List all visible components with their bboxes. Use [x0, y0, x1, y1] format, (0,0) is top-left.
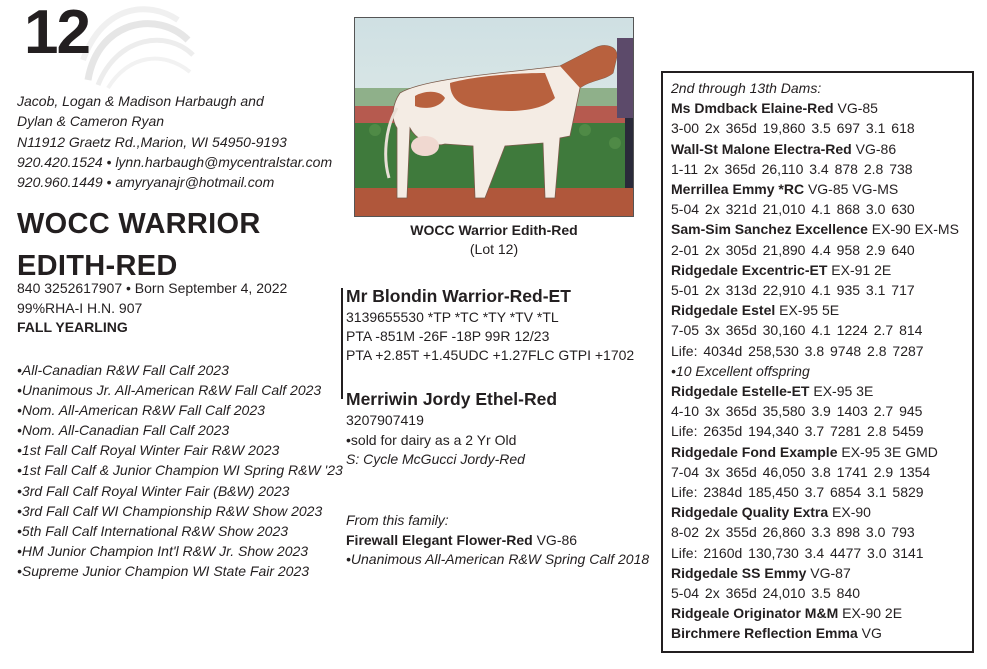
decorative-swirl	[78, 0, 198, 90]
production-record: Life: 2384d 185,450 3.7 6854 3.1 5829	[671, 484, 924, 501]
owner-contact: 920.420.1524 • lynn.harbaugh@mycentralstar.com	[17, 153, 333, 170]
dam-name: Merriwin Jordy Ethel-Red	[346, 389, 558, 409]
production-record: Life: 2160d 130,730 3.4 4477 3.0 3141	[671, 544, 924, 561]
award-item: •1st Fall Calf Royal Winter Fair R&W 2023	[17, 442, 280, 459]
production-record: 3-00 2x 365d 19,860 3.5 697 3.1 618	[671, 120, 915, 137]
cow-identification	[17, 279, 287, 338]
cow-photo-illustration	[355, 18, 634, 217]
awards-list	[17, 360, 343, 581]
family-cow	[346, 531, 649, 551]
ancestor-classification: EX-90 2E	[838, 605, 903, 622]
cow-name-line: WOCC WARRIOR	[17, 208, 261, 240]
dams-header: 2nd through 13th Dams:	[671, 80, 822, 96]
sire-info	[346, 285, 634, 365]
ancestor-name: Ridgeale Originator M&M	[671, 605, 839, 622]
cow-name-line: EDITH-RED	[17, 250, 178, 282]
family-label: From this family:	[346, 512, 449, 528]
photo-caption-lot: (Lot 12)	[469, 241, 519, 257]
production-record: Life: 4034d 258,530 3.8 9748 2.8 7287	[671, 342, 924, 359]
ancestor-name: Ms Dmdback Elaine-Red	[671, 100, 834, 117]
sire-line: PTA +2.85T +1.45UDC +1.27FLC GTPI +1702	[346, 347, 635, 363]
ancestor-classification: EX-91 2E	[827, 261, 892, 278]
owner-contact: 920.960.1449 • amyryanajr@hotmail.com	[17, 174, 275, 191]
production-record: 7-05 3x 365d 30,160 4.1 1224 2.7 814	[671, 322, 923, 339]
award-item: •All-Canadian R&W Fall Calf 2023	[17, 362, 229, 378]
ancestor-name: Birchmere Reflection Emma	[671, 625, 858, 642]
production-record: 8-02 2x 355d 26,860 3.3 898 3.0 793	[671, 524, 915, 541]
production-record: 5-04 2x 321d 21,010 4.1 868 3.0 630	[671, 201, 915, 218]
ancestor-classification: VG-85 VG-MS	[804, 181, 899, 198]
ancestor-name: Ridgedale Estel	[671, 302, 776, 319]
production-record: 4-10 3x 365d 35,580 3.9 1403 2.7 945	[671, 403, 923, 420]
dam-ancestor	[671, 502, 959, 522]
dam-registration: 3207907419	[346, 412, 424, 428]
family-cow-name: Firewall Elegant Flower-Red	[346, 531, 533, 548]
award-item: •Nom. All-American R&W Fall Calf 2023	[17, 402, 265, 419]
family-cow-class: VG-86	[532, 531, 578, 548]
production-record: 7-04 3x 365d 46,050 3.8 1741 2.9 1354	[671, 463, 931, 480]
award-item: •3rd Fall Calf WI Championship R&W Show 2023	[17, 502, 323, 519]
dam-ancestor	[671, 219, 959, 239]
rha-line: 99%RHA-I H.N. 907	[17, 299, 143, 316]
dam-ancestor	[671, 442, 959, 462]
owner-line: Dylan & Cameron Ryan	[17, 113, 165, 130]
ancestor-classification: EX-95 3E GMD	[837, 443, 938, 460]
ancestor-classification: VG	[857, 625, 882, 642]
production-record: 5-04 2x 365d 24,010 3.5 840	[671, 585, 861, 602]
dam-ancestor	[671, 179, 959, 199]
production-record: Life: 2635d 194,340 3.7 7281 2.8 5459	[671, 423, 924, 440]
ancestor-classification: VG-87	[806, 564, 851, 581]
dam-info	[346, 388, 557, 470]
award-item: •Supreme Junior Champion WI State Fair 2023	[17, 562, 310, 579]
sire-line: 3139655530 *TP *TC *TY *TV *TL	[346, 309, 559, 325]
dams-list	[671, 78, 959, 644]
ancestor-classification: EX-90	[828, 504, 871, 521]
ancestor-name: Ridgedale Excentric-ET	[671, 261, 828, 278]
dam-ancestor	[671, 260, 959, 280]
ancestor-name: Sam-Sim Sanchez Excellence	[671, 221, 868, 238]
family-section	[346, 511, 649, 570]
dam-ancestor	[671, 139, 959, 159]
registration-line: 840 3252617907 • Born September 4, 2022	[17, 280, 288, 296]
dam-sire: S: Cycle McGucci Jordy-Red	[346, 451, 525, 467]
award-item: •5th Fall Calf International R&W Show 2023	[17, 522, 289, 539]
dam-ancestor	[671, 603, 959, 623]
sire-name: Mr Blondin Warrior-Red-ET	[346, 286, 571, 306]
production-record: 1-11 2x 365d 26,110 3.4 878 2.8 738	[671, 160, 913, 177]
pedigree-bracket	[341, 288, 343, 399]
owner-line: Jacob, Logan & Madison Harbaugh and	[17, 93, 264, 109]
ancestor-classification: EX-95 3E	[809, 383, 874, 400]
ancestor-classification: EX-95 5E	[775, 302, 840, 319]
ancestor-name: Ridgedale SS Emmy	[671, 564, 807, 581]
photo-caption-title: WOCC Warrior Edith-Red	[410, 222, 578, 238]
cow-name	[17, 203, 261, 287]
family-note: •Unanimous All-American R&W Spring Calf 2018	[346, 551, 650, 567]
ancestor-classification: VG-86	[851, 140, 897, 157]
dam-ancestor	[671, 563, 959, 583]
cow-photo	[354, 17, 634, 217]
production-record: 5-01 2x 313d 22,910 4.1 935 3.1 717	[671, 282, 915, 299]
ancestor-name: Wall-St Malone Electra-Red	[671, 140, 852, 157]
dam-ancestor	[671, 623, 959, 643]
ancestor-name: Ridgedale Estelle-ET	[671, 383, 810, 400]
owner-info	[17, 91, 332, 192]
production-record: 2-01 2x 305d 21,890 4.4 958 2.9 640	[671, 241, 915, 258]
ancestor-name: Merrillea Emmy *RC	[671, 181, 805, 198]
dam-note: •sold for dairy as a 2 Yr Old	[346, 431, 517, 448]
award-item: •3rd Fall Calf Royal Winter Fair (B&W) 2023	[17, 482, 290, 499]
cow-class: FALL YEARLING	[17, 319, 128, 335]
award-item: •HM Junior Champion Int'l R&W Jr. Show 2023	[17, 542, 309, 559]
ancestor-name: Ridgedale Quality Extra	[671, 504, 829, 521]
ancestor-name: Ridgedale Fond Example	[671, 443, 838, 460]
sire-line: PTA -851M -26F -18P 99R 12/23	[346, 328, 550, 344]
owner-address: N11912 Graetz Rd.,Marion, WI 54950-9193	[17, 133, 287, 150]
dam-ancestor	[671, 98, 959, 118]
dam-ancestor	[671, 300, 959, 320]
award-item: •1st Fall Calf & Junior Champion WI Spring R&W '23	[17, 462, 343, 479]
ancestor-classification: EX-90 EX-MS	[867, 221, 959, 238]
ancestor-note: •10 Excellent offspring	[671, 362, 810, 379]
lot-number: 12	[24, 0, 89, 67]
photo-caption	[354, 221, 634, 259]
dam-ancestor	[671, 381, 959, 401]
ancestor-classification: VG-85	[833, 100, 878, 117]
award-item: •Unanimous Jr. All-American R&W Fall Calf 2023	[17, 382, 322, 399]
award-item: •Nom. All-Canadian Fall Calf 2023	[17, 422, 230, 439]
